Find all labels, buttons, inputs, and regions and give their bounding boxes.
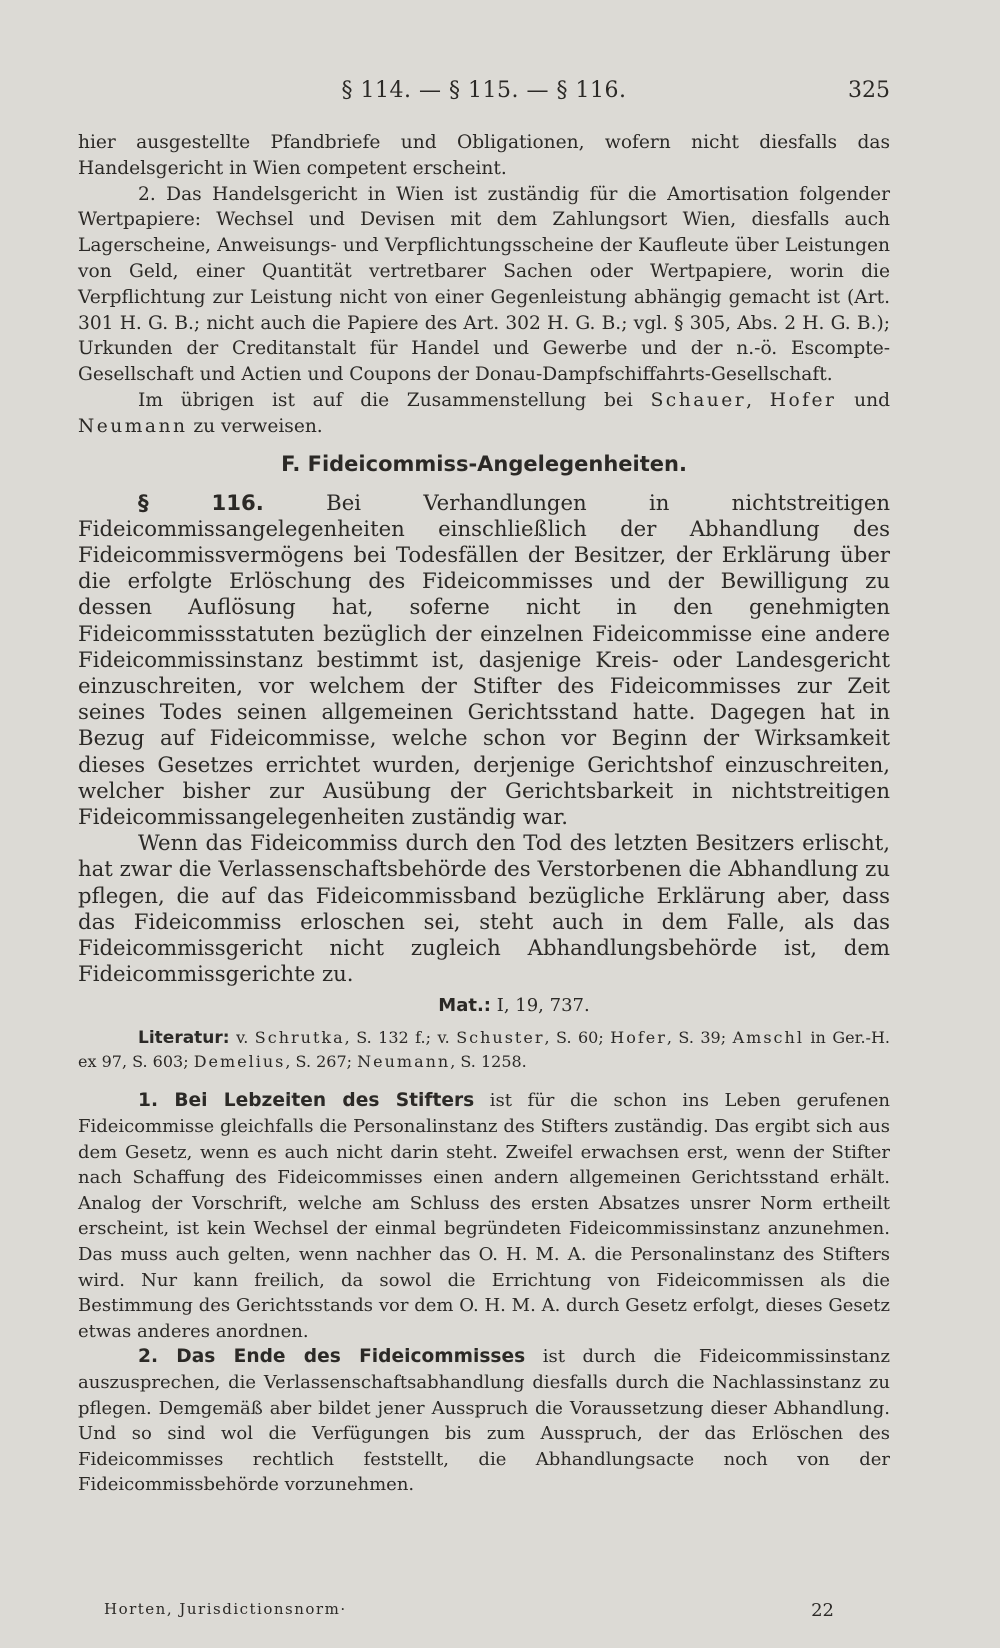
paragraph-continuation: hier ausgestellte Pfandbriefe und Obligationen, wofern nicht diesfalls das Handelsgericht in Wien competent erscheint. bbox=[78, 132, 890, 179]
note-lead: 2. Das Ende des Fideicommisses bbox=[138, 1346, 526, 1368]
text-run: , S. 1258. bbox=[450, 1052, 527, 1072]
text-run: , S. 60; bbox=[544, 1028, 611, 1048]
note-lead: 1. Bei Lebzeiten des Stifters bbox=[138, 1090, 475, 1112]
materials-label: Mat.: bbox=[438, 995, 491, 1017]
author-name: Schuster bbox=[456, 1028, 545, 1048]
text-run: Bei Verhandlungen in nichtstreitigen Fideicommissangelegenheiten einschließlich der Abhandlung des Fideicommissvermögens bei Todesfällen der Besitzer, der Erklärung über die erfolgte Erlöschung des Fideicommisses und der Bewilligung zu dessen Auflösung hat, soferne nicht in den genehmigten Fideicommissstatuten bezüglich der einzelnen Fideicommisse eine andere Fideicommissinstanz bestimmt ist, dasjenige Kreis- oder Landesgericht einzuschreiten, vor welchem der Stifter des Fideicommisses zur Zeit seines Todes seinen allgemeinen Gerichtsstand hatte. Dagegen hat in Bezug auf Fideicommisse, welche schon vor Beginn der Wirksamkeit dieses Gesetzes errichtet wurden, derjenige Gerichtshof einzuschreiten, welcher bisher zur Ausübung der Gerichtsbarkeit in nichtstreitigen Fideicommissangelegenheiten zuständig war. bbox=[78, 489, 891, 829]
text-run: in Ger.-H. ex 97, S. 603; bbox=[78, 1028, 890, 1072]
paragraph-references bbox=[78, 388, 890, 440]
section-heading: F. Fideicommiss-Angelegenheiten. bbox=[281, 451, 687, 476]
author-name: Neumann bbox=[357, 1052, 451, 1072]
author-name: Hofer bbox=[610, 1028, 667, 1048]
author-name: Hofer bbox=[769, 389, 837, 411]
footer-signature: Horten, Jurisdictionsnorm· bbox=[104, 1600, 347, 1618]
commentary-note-2 bbox=[78, 1344, 890, 1498]
section-range: § 114. — § 115. — § 116. bbox=[341, 78, 627, 103]
literature-label: Literatur: bbox=[138, 1028, 230, 1049]
materials-text: I, 19, 737. bbox=[491, 995, 590, 1017]
text-run: , bbox=[746, 389, 770, 411]
text-run: und bbox=[836, 389, 890, 411]
text-run: zu verweisen. bbox=[187, 415, 323, 437]
text-run: v. bbox=[229, 1028, 255, 1048]
author-name: Demelius bbox=[193, 1052, 286, 1072]
literature-reference bbox=[78, 1026, 890, 1074]
page-footer bbox=[104, 1600, 834, 1624]
paragraph-116 bbox=[78, 490, 890, 831]
text-run: Im übrigen ist auf die Zusammenstellung bei bbox=[138, 389, 651, 411]
text-run: , S. 39; bbox=[666, 1028, 733, 1048]
author-name: Neumann bbox=[78, 415, 188, 437]
running-header bbox=[78, 78, 890, 110]
page-body bbox=[78, 130, 890, 1498]
text-run: ist durch die Fideicommissinstanz auszusprechen, die Verlassenschaftsabhandlung diesfalls durch die Nachlassinstanz zu pflegen. Demgemäß aber bildet jener Ausspruch die Voraussetzung dieser Abhandlung. Und so sind wol die Verfügungen bis zum Ausspruch, der das Erlöschen des Fideicommisses rechtlich feststellt, die Abhandlungsacte noch von der Fideicommissbehörde vorzunehmen. bbox=[78, 1346, 891, 1496]
sheet-number: 22 bbox=[811, 1600, 834, 1621]
text-run: ist für die schon ins Leben gerufenen Fideicommisse gleichfalls die Personalinstanz des Stifters zuständig. Das ergibt sich aus dem Gesetz, wenn es auch nicht darin steht. Zweifel erwachsen erst, wenn der Stifter nach Schaffung des Fideicommisses einen andern allgemeinen Gerichtsstand erhält. Analog der Vorschrift, welche am Schluss des ersten Absatzes unsrer Norm ertheilt erscheint, ist kein Wechsel der einmal begründeten Fideicommissinstanz anzunehmen. Das muss auch gelten, wenn nachher das O. H. M. A. die Personalinstanz des Stifters wird. Nur kann freilich, da sowol die Errichtung von Fideicommissen als die Bestimmung des Gerichtsstands vor dem O. H. M. A. durch Gesetz erfolgt, dieses Gesetz etwas anderes anordnen. bbox=[78, 1090, 890, 1342]
page-number: 325 bbox=[848, 78, 890, 103]
author-name: Schauer bbox=[650, 389, 747, 411]
commentary-note-1 bbox=[78, 1088, 890, 1344]
author-name: Amschl bbox=[732, 1028, 804, 1048]
paragraph-amortisation: 2. Das Handelsgericht in Wien ist zuständig für die Amortisation folgender Wertpapiere: Wechsel und Devisen mit dem Zahlungsort Wien, diesfalls auch Lagerscheine, Anweisungs- und Verpflichtungsscheine der Kaufleute über Leistungen von Geld, einer Quantität vertretbarer Sachen oder Wertpapiere, worin die Verpflichtung zur Leistung nicht von einer Gegenleistung abhängig gemacht ist (Art. 301 H. G. B.; nicht auch die Papiere des Art. 302 H. G. B.; vgl. § 305, Abs. 2 H. G. B.); Urkunden der Creditanstalt für Handel und Gewerbe und der n.-ö. Escompte-Gesellschaft und Actien und Coupons der Donau-Dampfschiffahrts-Gesellschaft. bbox=[78, 183, 890, 386]
text-run: , S. 267; bbox=[285, 1052, 358, 1072]
section-number: § 116. bbox=[138, 489, 264, 515]
author-name: Schrutka bbox=[254, 1028, 345, 1048]
text-run: , S. 132 f.; v. bbox=[344, 1028, 457, 1048]
materials-reference bbox=[138, 995, 890, 1016]
paragraph-116-second: Wenn das Fideicommiss durch den Tod des letzten Besitzers erlischt, hat zwar die Verlassenschaftsbehörde des Verstorbenen die Abhandlung zu pflegen, die auf das Fideicommissband bezügliche Erklärung aber, dass das Fideicommiss erloschen sei, steht auch in dem Falle, als das Fideicommissgericht nicht zugleich Abhandlungsbehörde ist, dem Fideicommissgerichte zu. bbox=[78, 830, 890, 987]
